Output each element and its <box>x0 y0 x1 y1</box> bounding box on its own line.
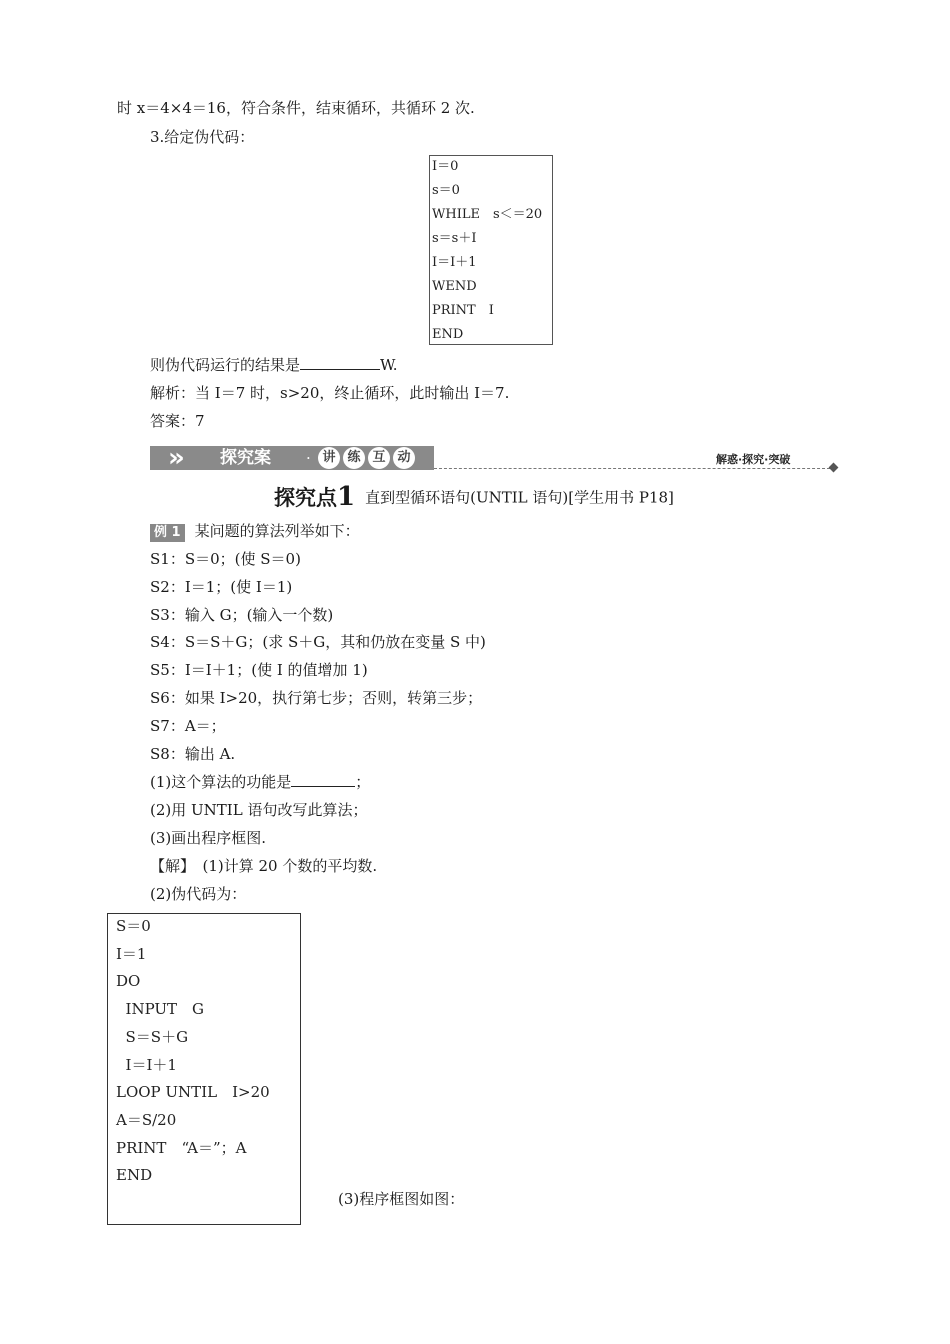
result-question-suffix: W. <box>380 356 398 374</box>
code-line: INPUT G <box>116 1000 205 1018</box>
chevron-right-icon: » <box>168 443 185 473</box>
step-line: S8：输出 A. <box>150 745 236 763</box>
banner-dashed-line <box>434 468 830 469</box>
question-1-text: (1)这个算法的功能是 <box>150 773 292 791</box>
code-line: I＝I＋1 <box>116 1056 177 1074</box>
section-banner <box>150 443 840 473</box>
banner-char: 讲 <box>318 447 340 469</box>
code-line: DO <box>116 972 141 990</box>
code-line: LOOP UNTIL I>20 <box>116 1083 270 1101</box>
pseudocode-box-2 <box>107 913 301 1225</box>
banner-bar <box>150 446 434 470</box>
result-question-text: 则伪代码运行的结果是 <box>150 356 301 374</box>
banner-title: 探究案 <box>220 448 271 468</box>
banner-char: 动 <box>393 447 415 469</box>
question-3: (3)画出程序框图. <box>150 829 267 847</box>
code-line: WHILE s＜＝20 <box>432 207 543 222</box>
heading-label: 探究点 <box>274 486 337 510</box>
banner-subtitle: 解惑·探究·突破 <box>716 453 791 466</box>
section-heading <box>274 482 674 512</box>
heading-subtitle: 直到型循环语句(UNTIL 语句)[学生用书 P18] <box>365 488 674 507</box>
code-line: END <box>116 1166 153 1184</box>
diamond-icon <box>829 463 839 473</box>
answer-line: 答案：7 <box>150 412 205 430</box>
code-line: S＝S＋G <box>116 1028 189 1046</box>
step-line: S3：输入 G；(输入一个数) <box>150 606 334 624</box>
example-badge: 例 1 <box>150 524 185 542</box>
text-line: 时 x＝4×4＝16，符合条件，结束循环，共循环 2 次. <box>117 99 475 117</box>
solution-line: (3)程序框图如图： <box>338 1190 465 1208</box>
question-1 <box>150 772 370 792</box>
analysis-line: 解析：当 I＝7 时，s>20，终止循环，此时输出 I＝7. <box>150 384 510 402</box>
step-line: S5：I＝I＋1；(使 I 的值增加 1) <box>150 661 368 679</box>
result-question <box>150 355 398 375</box>
code-line: I＝0 <box>432 159 459 174</box>
step-line: S2：I＝1；(使 I＝1) <box>150 578 293 596</box>
example-text: 某问题的算法列举如下： <box>194 522 360 540</box>
code-line: PRINT “A＝”；A <box>116 1139 247 1157</box>
code-line: END <box>432 327 464 342</box>
banner-dot: · <box>306 449 311 467</box>
banner-char: 互 <box>368 447 390 469</box>
step-line: S7：A＝； <box>150 717 226 735</box>
solution-line: (2)伪代码为： <box>150 885 247 903</box>
code-line: WEND <box>432 279 477 294</box>
code-line: I＝1 <box>116 945 147 963</box>
step-line: S4：S＝S＋G；(求 S＋G，其和仍放在变量 S 中) <box>150 633 486 651</box>
answer-blank <box>300 355 380 370</box>
code-line: s＝s＋I <box>432 231 477 246</box>
step-line: S1：S＝0；(使 S＝0) <box>150 550 301 568</box>
code-line: I＝I＋1 <box>432 255 477 270</box>
code-line: A＝S/20 <box>116 1111 177 1129</box>
code-line: s＝0 <box>432 183 460 198</box>
question-3-label: 3.给定伪代码： <box>150 128 255 146</box>
heading-number: 1 <box>337 482 356 512</box>
pseudocode-box-1 <box>429 155 553 345</box>
question-2: (2)用 UNTIL 语句改写此算法； <box>150 801 368 819</box>
banner-char: 练 <box>343 447 365 469</box>
question-1-suffix: ； <box>355 773 371 791</box>
code-line: S＝0 <box>116 917 151 935</box>
answer-blank <box>291 772 355 787</box>
step-line: S6：如果 I>20，执行第七步；否则，转第三步； <box>150 689 483 707</box>
solution-line: 【解】 (1)计算 20 个数的平均数. <box>150 857 378 875</box>
code-line: PRINT I <box>432 303 494 318</box>
example-line <box>150 521 360 542</box>
